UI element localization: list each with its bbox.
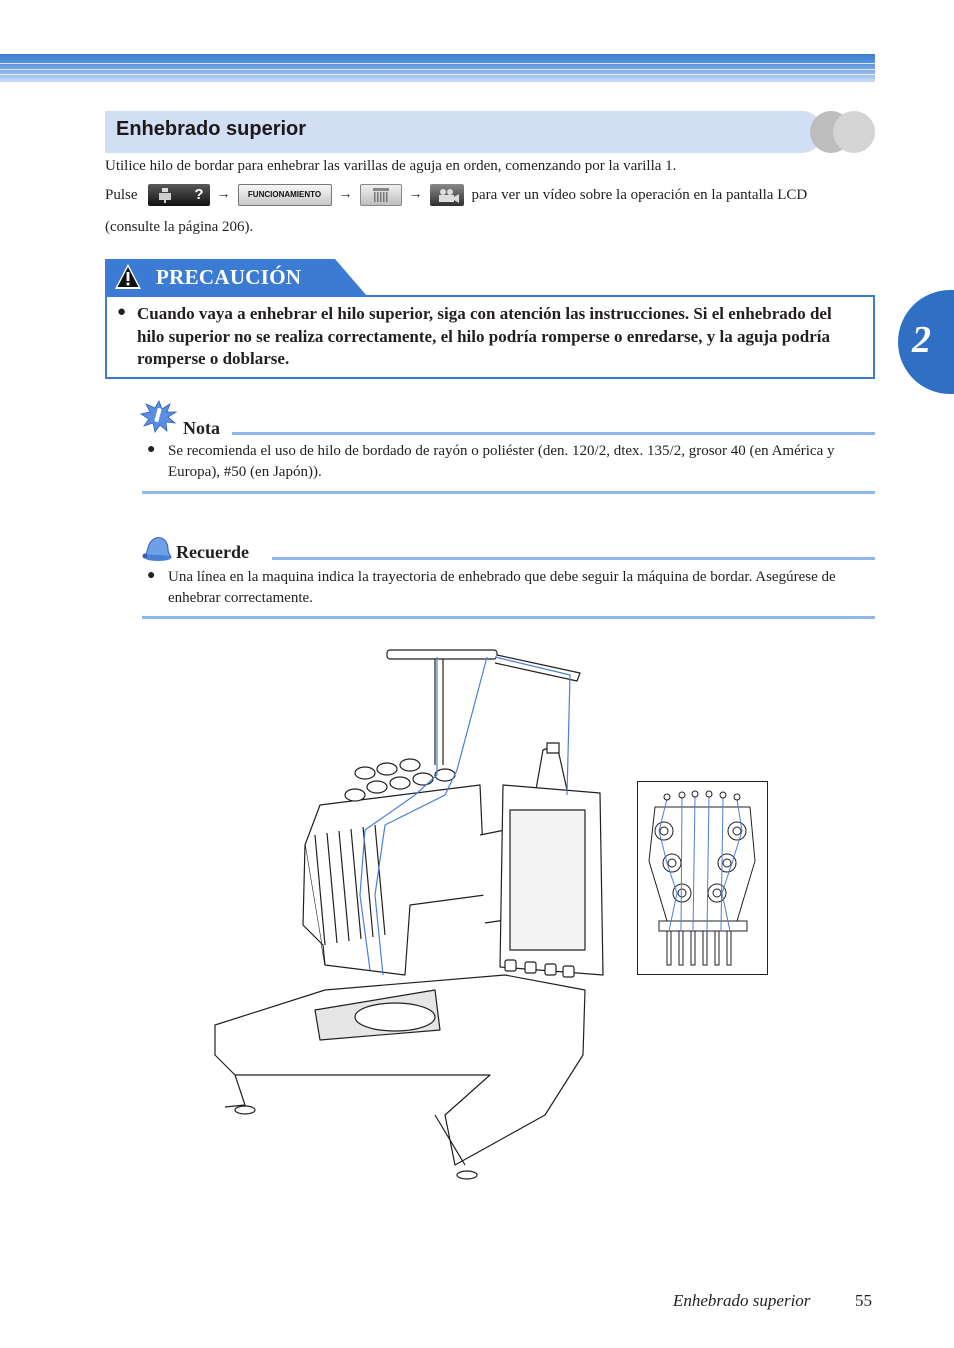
help-key-label: ? <box>194 186 204 203</box>
nota-title: Nota <box>183 418 220 438</box>
thread-guide-inset <box>637 781 768 975</box>
pulse-suffix: para ver un vídeo sobre la operación en la pantalla LCD <box>471 186 808 203</box>
key-sequence <box>105 183 885 207</box>
funcionamiento-key: FUNCIONAMIENTO <box>238 184 332 206</box>
video-camera-icon <box>430 184 464 206</box>
chapter-number: 2 <box>912 319 931 361</box>
header-band <box>0 54 875 82</box>
threading-key-icon <box>360 184 402 206</box>
bullet: ● <box>117 304 127 320</box>
bell-icon <box>140 533 174 563</box>
embroidery-machine-illustration <box>205 645 645 1185</box>
caution-title: PRECAUCIÓN <box>156 265 302 289</box>
pulse-label: Pulse <box>105 186 138 203</box>
caution-text: Cuando vaya a enhebrar el hilo superior, siga con atención las instrucciones. Si el enhebrado del hilo superior no se realiza correctamente, el hilo podría romperse o enredarse, y la aguja podría romperse o doblarse. <box>137 304 832 368</box>
arrow: → <box>216 187 231 202</box>
divider <box>272 557 875 560</box>
divider <box>232 432 875 435</box>
divider <box>142 491 875 494</box>
section-title: Enhebrado superior <box>116 118 307 140</box>
heading-cap-decoration <box>833 111 875 153</box>
note-icon <box>140 400 178 434</box>
bullet: ● <box>147 568 156 583</box>
page-reference: (consulte la página 206). <box>105 219 254 235</box>
help-key-icon <box>148 184 210 206</box>
divider <box>142 616 875 619</box>
arrow: → <box>408 187 423 202</box>
footer-section-title: Enhebrado superior <box>673 1291 811 1310</box>
recuerde-text: Una línea en la maquina indica la trayectoria de enhebrado que debe seguir la máquina de bordar. Asegúrese de enhebrar correctamente. <box>168 569 836 606</box>
intro-paragraph: Utilice hilo de bordar para enhebrar las varillas de aguja en orden, comenzando por la varilla 1. <box>105 158 677 174</box>
bullet: ● <box>147 442 156 457</box>
warning-icon <box>114 263 142 291</box>
recuerde-title: Recuerde <box>176 542 249 562</box>
nota-text: Se recomienda el uso de hilo de bordado de rayón o poliéster (den. 120/2, dtex. 135/2, grosor 40 (en América y Europa), #50 (en Japón)). <box>168 443 835 480</box>
arrow: → <box>338 187 353 202</box>
page-number: 55 <box>855 1291 872 1310</box>
